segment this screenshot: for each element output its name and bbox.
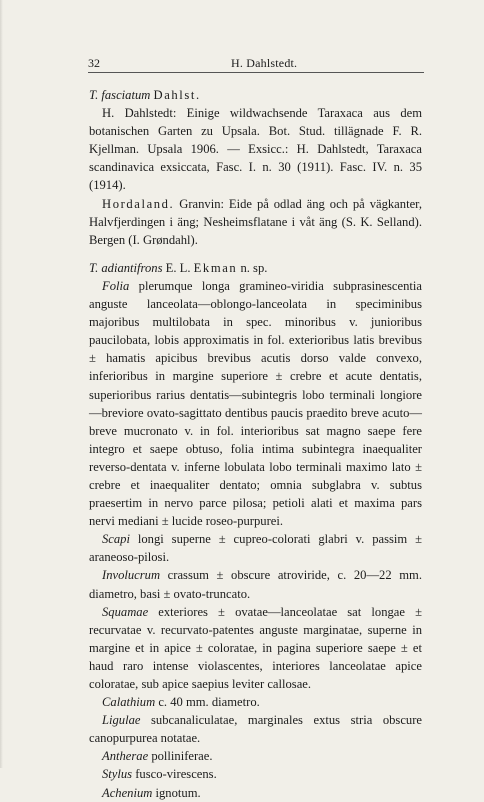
text-squamae: exteriores ± ovatae—lanceolatae sat longae ± recurvatae v. recurvato-patentes anguste marginatae, superne in margine et in apice ± coloratae, in pagina superiore saepe ± et haud raro intense violascentes, interiores lanceolatae apice coloratae, sub apice saepius leviter callosae. — [89, 604, 422, 691]
running-head: H. Dahlstedt. — [231, 56, 298, 70]
reference-paragraph: H. Dahlstedt: Einige wildwachsende Taraxaca aus dem botanischen Garten zu Upsala. Bot. Stud. tillägnade F. R. Kjellman. Upsala 1906. — Exsicc.: H. Dahlstedt, Taraxaca scandinavica exsiccata, Fasc. I. n. 30 (1911). Fasc. IV. n. 35 (1914). — [89, 106, 422, 193]
species-author-initials: E. L. — [165, 260, 194, 275]
text-antherae: polliniferae. — [148, 749, 213, 764]
description-squamae — [89, 603, 422, 693]
species-heading-fasciatum — [89, 86, 422, 104]
description-stylus — [89, 765, 422, 783]
locality-text: Granvin: Eide på odlad äng och på vägkanter, Halvfjerdingen i äng; Nesheimsflatane i våt äng (S. K. Selland). Bergen (I. Grøndahl). — [89, 196, 422, 247]
description-scapi — [89, 530, 422, 566]
species-name: T. fasciatum — [89, 88, 151, 102]
term-squamae: Squamae — [102, 604, 149, 619]
species-author: Dahlst. — [153, 88, 201, 102]
term-achenium: Achenium — [102, 785, 153, 800]
species-author-surname: Ekman — [193, 260, 238, 275]
term-antherae: Antherae — [102, 749, 149, 764]
running-header — [88, 50, 424, 73]
description-ligulae — [89, 711, 422, 747]
page-edge — [0, 0, 3, 768]
text-stylus: fusco-virescens. — [132, 767, 217, 782]
text-ligulae: subcanaliculatae, marginales extus stria obscure canopurpurea notatae. — [89, 713, 422, 746]
text-involucrum: crassum ± obscure atroviride, c. 20—22 mm. diametro, basi ± ovato-truncato. — [89, 568, 422, 601]
description-folia — [89, 277, 422, 530]
text-achenium: ignotum. — [152, 785, 201, 800]
term-involucrum: Involucrum — [102, 568, 161, 583]
description-achenium — [89, 784, 422, 802]
description-antherae — [89, 747, 422, 765]
term-scapi: Scapi — [102, 532, 130, 547]
text-calathium: c. 40 mm. diametro. — [155, 695, 260, 710]
locality-region: Hordaland. — [102, 196, 175, 211]
locality-paragraph — [89, 195, 422, 249]
term-folia: Folia — [102, 278, 130, 293]
species-status: n. sp. — [237, 260, 268, 275]
species-heading-adiantifrons — [89, 259, 422, 277]
term-calathium: Calathium — [102, 695, 156, 710]
text-scapi: longi superne ± cupreo-colorati glabri v. passim ± araneoso-pilosi. — [89, 532, 422, 565]
page-number: 32 — [88, 56, 100, 70]
page-body — [89, 86, 422, 802]
spacer — [89, 249, 422, 259]
description-involucrum — [89, 566, 422, 602]
term-ligulae: Ligulae — [102, 713, 141, 728]
term-stylus: Stylus — [102, 767, 133, 782]
text-folia: plerumque longa gramineo-viridia subprasinescentia anguste lanceolata—oblongo-lanceolata in speciminibus majoribus multilobata in spec. minoribus v. junioribus paucilobata, lobis approximatis in fol. exterioribus latis brevibus ± hamatis apicibus brevibus acutis dorso valde convexo, inferioribus in margine superiore ± crebre et acute dentatis, superioribus rarius dentatis—subintegris lobo terminali longiore—breviore ovato-sagittato dentibus paucis praedito breve acuto—breve mucronato v. in fol. interioribus sat magno saepe fere integro et saepe obtuso, folia intima subintegra inaequaliter reverso-dentata v. inferne lobulata lobo terminali maximo lato ± crebre et inaequaliter dentato; omnia subglabra v. subtus praesertim in nervo parce pilosa; petioli alati et maxima pars nervi mediani ± lucide roseo-purpurei. — [89, 278, 422, 529]
description-calathium — [89, 693, 422, 711]
species-name: T. adiantifrons — [89, 260, 163, 275]
